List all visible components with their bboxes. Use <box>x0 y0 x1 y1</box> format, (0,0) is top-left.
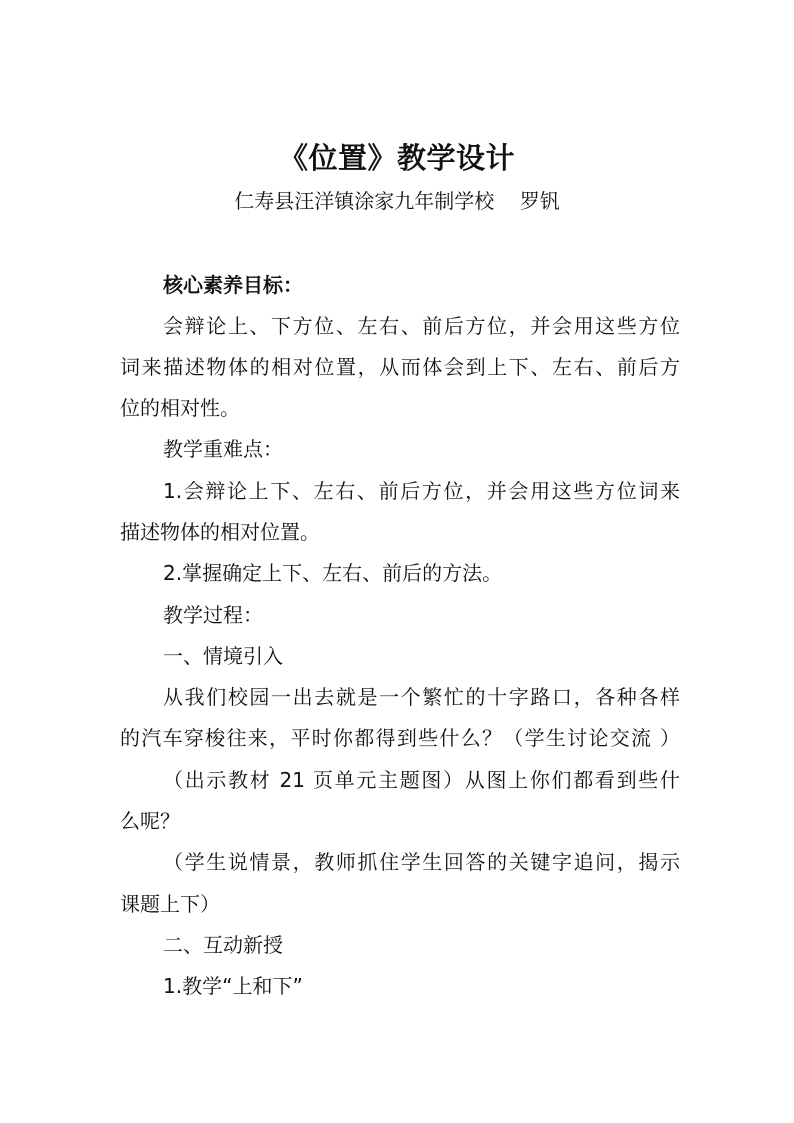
paragraph-line: （学生说情景，教师抓住学生回答的关键字追问，揭示 <box>163 850 680 874</box>
paragraph-line: 1.会辩论上下、左右、前后方位，并会用这些方位词来 <box>163 479 680 503</box>
paragraph-line: （出示教材 21 页单元主题图）从图上你们都看到些什 <box>163 768 680 792</box>
paragraph-line: 位的相对性。 <box>120 396 240 420</box>
document-title: 《位置》教学设计 <box>278 141 515 175</box>
subsection-heading: 1.教学“上和下” <box>163 974 303 998</box>
paragraph-line: 词来描述物体的相对位置，从而体会到上下、左右、前后方 <box>120 355 680 379</box>
section-heading-core-goals: 核心素养目标： <box>163 273 303 297</box>
paragraph-line: 从我们校园一出去就是一个繁忙的十字路口，各种各样 <box>163 685 680 709</box>
paragraph-line: 2.掌握确定上下、左右、前后的方法。 <box>163 561 503 585</box>
paragraph-line: 的汽车穿梭往来，平时你都得到些什么？（学生讨论交流 ） <box>120 726 680 750</box>
author-line: 仁寿县汪洋镇涂家九年制学校 罗钒 <box>234 189 560 213</box>
section-heading-introduction: 一、情境引入 <box>163 644 283 668</box>
paragraph-line: 描述物体的相对位置。 <box>120 520 320 544</box>
section-heading-new-lesson: 二、互动新授 <box>163 933 283 957</box>
section-heading-key-points: 教学重难点： <box>163 437 283 461</box>
section-heading-teaching-process: 教学过程： <box>163 603 263 627</box>
paragraph-line: 会辩论上、下方位、左右、前后方位，并会用这些方位 <box>163 314 680 338</box>
paragraph-line: 么呢？ <box>120 809 180 833</box>
paragraph-line: 课题上下） <box>120 892 220 916</box>
